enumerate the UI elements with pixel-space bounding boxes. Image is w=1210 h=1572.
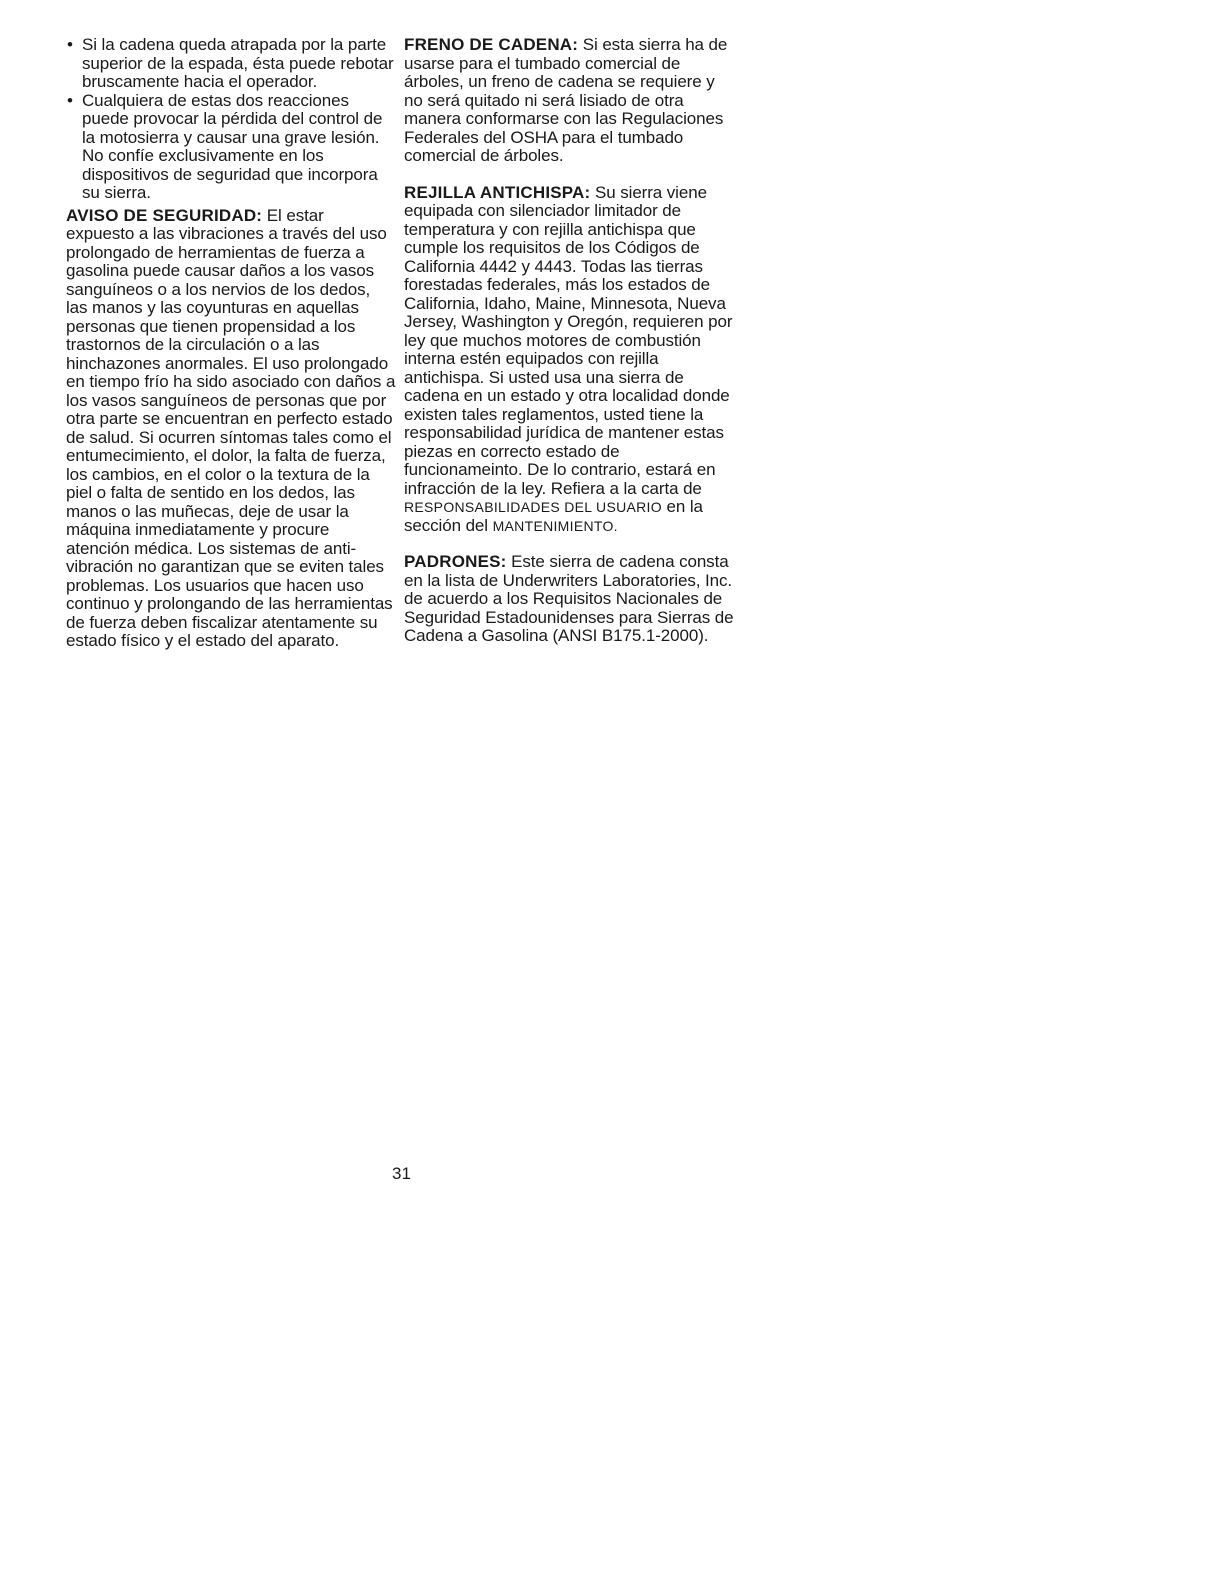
list-item [66,92,396,203]
padrones-heading: PADRONES: [404,552,507,571]
freno-heading: FRENO DE CADENA: [404,35,579,54]
page-number: 31 [392,1164,411,1183]
padrones-paragraph [404,553,734,646]
bullet-icon: • [67,90,73,110]
bullet-icon: • [67,35,73,54]
left-column [66,36,396,651]
right-column [404,36,734,646]
rejilla-ref-prefix: Refiera a la carta de [550,478,702,498]
aviso-paragraph [66,207,396,651]
aviso-body: El estar expuesto a las vibraciones a través del uso prolongado de herramientas de fuerza a gasolina puede causar daños a los vasos sanguíneos o a los nervios de los dedos, las manos y las coyunturas en aquellas personas que tienen propensidad a los trastornos de la circulación o a las hinchazones anormales. El uso prolongado en tiempo frío ha sido asociado con daños a los vasos sanguíneos de personas que por otra parte se encuentran en perfecto estado de salud. Si ocurren síntomas tales como el entumecimiento, el dolor, la falta de fuerza, los cambios, en el color o la textura de la piel o falta de sentido en los dedos, las manos o las muñecas, deje de usar la máquina inmediatamente y procure atención médica. Los sistemas de anti-vibración no garantizan que se eviten tales problemas. Los usuarios que hacen uso continuo y prolongando de las herramientas de fuerza deben fiscalizar atentamente su estado físico y el estado del aparato. [66,205,396,650]
rejilla-paragraph [404,184,734,536]
list-item [66,36,396,92]
freno-body: Si esta sierra ha de usarse para el tumbado comercial de árboles, un freno de cadena se requiere y no será quitado ni será lisiado de otra manera conformarse con las Regulaciones Federales del OSHA para el tumbado comercial de árboles. [404,35,728,165]
rejilla-ref-caps-1: RESPONSABILIDADES DEL USUARIO [404,499,662,515]
rejilla-body: Su sierra viene equipada con silenciador limitador de temperatura y con rejilla antichispa que cumple los requisitos de los Códigos de California 4442 y 4443. Todas las tierras forestadas federales, más los estados de California, Idaho, Maine, Minnesota, Nueva Jersey, Washington y Oregón, requieren por ley que muchos motores de combustión interna estén equipados con rejilla antichispa. Si usted usa una sierra de cadena en un estado y otra localidad donde existen tales reglamentos, usted tiene la responsabilidad jurídica de mantener estas piezas en correcto estado de funcionameinto. De lo contrario, estará en infracción de la ley. [404,182,733,498]
bullet-list [66,36,396,203]
rejilla-ref-caps-2: MANTENIMIENTO. [492,517,618,534]
bullet-text: Cualquiera de estas dos reacciones puede provocar la pérdida del control de la motosierra y causar una grave lesión. No confíe exclusivamente en los dispositivos de seguridad que incorpora su sierra. [82,90,383,202]
aviso-heading: AVISO DE SEGURIDAD: [66,205,263,225]
rejilla-ref-middle: en la sección del [404,497,703,535]
padrones-body: Este sierra de cadena consta en la lista de Underwriters Laboratories, Inc. de acuerdo a los Requisitos Nacionales de Seguridad Estadounidenses para Sierras de Cadena a Gasolina (ANSI B175.1-2000). [404,552,734,645]
bullet-text: Si la cadena queda atrapada por la parte superior de la espada, ésta puede rebotar bruscamente hacia el operador. [82,35,394,91]
rejilla-heading: REJILLA ANTICHISPA: [404,182,591,202]
freno-paragraph [404,36,734,166]
